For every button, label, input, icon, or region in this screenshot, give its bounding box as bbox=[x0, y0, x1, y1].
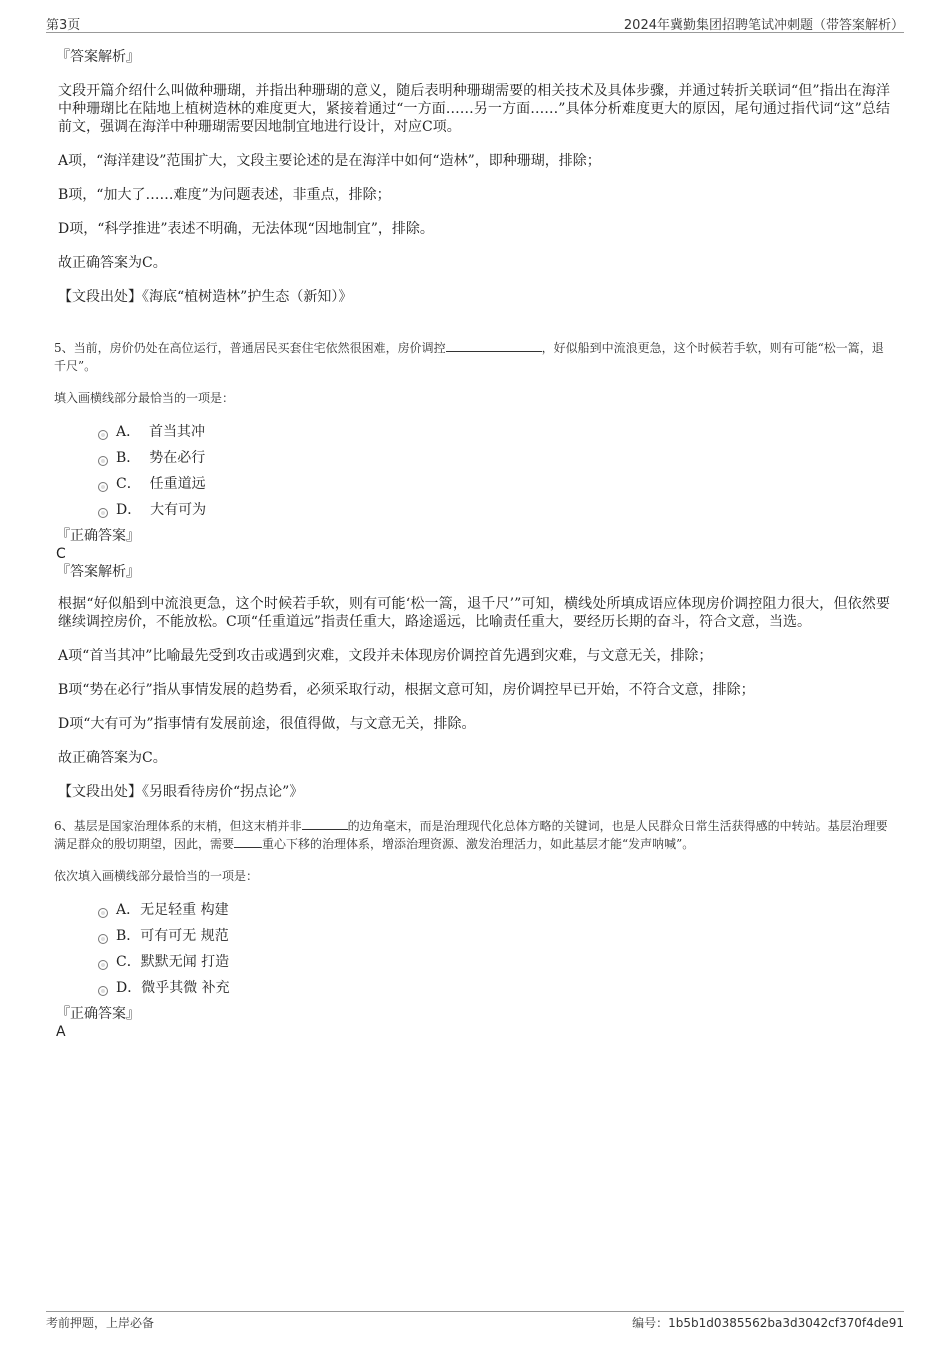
option-text: 任重道远 bbox=[149, 476, 206, 492]
option-letter: A． bbox=[116, 424, 141, 440]
q6-question bbox=[54, 817, 890, 853]
q6-answer-label: 『正确答案』 bbox=[56, 1006, 140, 1022]
option-text: 势在必行 bbox=[149, 450, 206, 466]
q6-option-b[interactable] bbox=[58, 923, 890, 949]
q5-answer: C bbox=[56, 546, 66, 562]
q6-blank-1 bbox=[302, 817, 348, 830]
q5-analysis-option-a: A项“首当其冲”比喻最先受到攻击或遇到灾难，文段并未体现房价调控首先遇到灾难，与文意无关，排除； bbox=[58, 648, 713, 664]
q5-option-a[interactable] bbox=[58, 419, 890, 445]
footer-divider bbox=[46, 1311, 904, 1312]
q5-analysis-label: 『答案解析』 bbox=[56, 564, 140, 580]
q6-option-a[interactable] bbox=[58, 897, 890, 923]
option-letter: B． bbox=[116, 928, 141, 944]
q5-question bbox=[54, 339, 890, 375]
q6-option-c[interactable] bbox=[58, 949, 890, 975]
q6-blank-2 bbox=[234, 835, 262, 848]
option-letter: A． bbox=[116, 902, 141, 918]
option-text: 默默无闻 打造 bbox=[140, 954, 230, 970]
page-content bbox=[54, 48, 890, 1041]
q6-prompt: 依次填入画横线部分最恰当的一项是： bbox=[54, 869, 259, 883]
q5-analysis-paragraph: 根据“好似船到中流浪更急，这个时候若手软，则有可能‘松一篙，退千尺’”可知，横线处所填成语应体现房价调控阻力很大，但依然要继续调控房价，不能放松。C项“任重道远”指责任重大，路途遥远，比喻责任重大，要经历长期的奋斗，符合文意，当选。 bbox=[58, 596, 890, 630]
q4-analysis-option-a: A项，“海洋建设”范围扩大，文段主要论述的是在海洋中如何“造林”，即种珊瑚，排除； bbox=[58, 153, 601, 169]
q5-answer-label: 『正确答案』 bbox=[56, 528, 140, 544]
q4-analysis-option-d: D项，“科学推进”表述不明确，无法体现“因地制宜”，排除。 bbox=[58, 221, 434, 237]
q5-source: 【文段出处】《另眼看待房价“拐点论”》 bbox=[58, 784, 304, 800]
option-text: 微乎其微 补充 bbox=[141, 980, 230, 996]
radio-icon[interactable] bbox=[98, 456, 108, 466]
q4-source: 【文段出处】《海底“植树造林”护生态（新知）》 bbox=[58, 289, 353, 305]
q5-analysis-option-b: B项“势在必行”指从事情发展的趋势看，必须采取行动，根据文意可知，房价调控早已开始，不符合文意，排除； bbox=[58, 682, 755, 698]
q6-text-2: 的边角毫末，而是治理现代化总体方略的关键词，也是人民群众日常生活获得感的中转站。基层治理要满足群众的殷切期望，因此，需要 bbox=[54, 819, 888, 851]
q5-option-c[interactable] bbox=[58, 471, 890, 497]
header-divider bbox=[46, 32, 904, 33]
option-text: 大有可为 bbox=[150, 502, 207, 518]
q5-option-d[interactable] bbox=[58, 497, 890, 523]
q5-analysis-option-d: D项“大有可为”指事情有发展前途，很值得做，与文意无关，排除。 bbox=[58, 716, 476, 732]
radio-icon[interactable] bbox=[98, 430, 108, 440]
radio-icon[interactable] bbox=[98, 482, 108, 492]
q4-conclusion: 故正确答案为C。 bbox=[58, 255, 167, 271]
option-letter: C． bbox=[116, 476, 141, 492]
option-letter: D． bbox=[116, 980, 142, 996]
q5-option-b[interactable] bbox=[58, 445, 890, 471]
q5-options bbox=[58, 419, 890, 523]
q6-options bbox=[58, 897, 890, 1001]
radio-icon[interactable] bbox=[98, 508, 108, 518]
footer-slogan: 考前押题，上岸必备 bbox=[46, 1316, 155, 1330]
q5-conclusion: 故正确答案为C。 bbox=[58, 750, 167, 766]
q5-prompt: 填入画横线部分最恰当的一项是： bbox=[54, 391, 235, 405]
q6-answer: A bbox=[56, 1024, 66, 1040]
option-text: 无足轻重 构建 bbox=[140, 902, 229, 918]
radio-icon[interactable] bbox=[98, 986, 108, 996]
q4-analysis-label: 『答案解析』 bbox=[56, 49, 140, 65]
radio-icon[interactable] bbox=[98, 908, 108, 918]
option-letter: D． bbox=[116, 502, 142, 518]
page-number: 第3页 bbox=[46, 18, 81, 33]
q5-blank bbox=[446, 339, 542, 352]
q5-text-before: 5、当前，房价仍处在高位运行，普通居民买套住宅依然很困难，房价调控 bbox=[54, 341, 446, 355]
radio-icon[interactable] bbox=[98, 960, 108, 970]
q5-text-after: ，好似船到中流浪更急，这个时候若手软，则有可能“松一篙，退千尺”。 bbox=[54, 341, 884, 373]
q6-option-d[interactable] bbox=[58, 975, 890, 1001]
option-letter: C． bbox=[116, 954, 141, 970]
document-id: 编号：1b5b1d0385562ba3d3042cf370f4de91 bbox=[632, 1316, 904, 1330]
option-text: 可有可无 规范 bbox=[140, 928, 229, 944]
option-letter: B． bbox=[116, 450, 141, 466]
q6-text-3: 重心下移的治理体系，增添治理资源、激发治理活力，如此基层才能“发声呐喊”。 bbox=[262, 837, 695, 851]
radio-icon[interactable] bbox=[98, 934, 108, 944]
q4-analysis-option-b: B项，“加大了……难度”为问题表述，非重点，排除； bbox=[58, 187, 391, 203]
document-title: 2024年冀勤集团招聘笔试冲刺题（带答案解析） bbox=[623, 18, 904, 33]
q6-text-1: 6、基层是国家治理体系的末梢，但这末梢并非 bbox=[54, 819, 302, 833]
q4-analysis-paragraph: 文段开篇介绍什么叫做种珊瑚，并指出种珊瑚的意义，随后表明种珊瑚需要的相关技术及具体步骤，并通过转折关联词“但”指出在海洋中种珊瑚比在陆地上植树造林的难度更大，紧接着通过“一方面……另一方面……”具体分析难度更大的原因，尾句通过指代词“这”总结前文，强调在海洋中种珊瑚需要因地制宜地进行设计，对应C项。 bbox=[58, 83, 890, 135]
option-text: 首当其冲 bbox=[149, 424, 206, 440]
